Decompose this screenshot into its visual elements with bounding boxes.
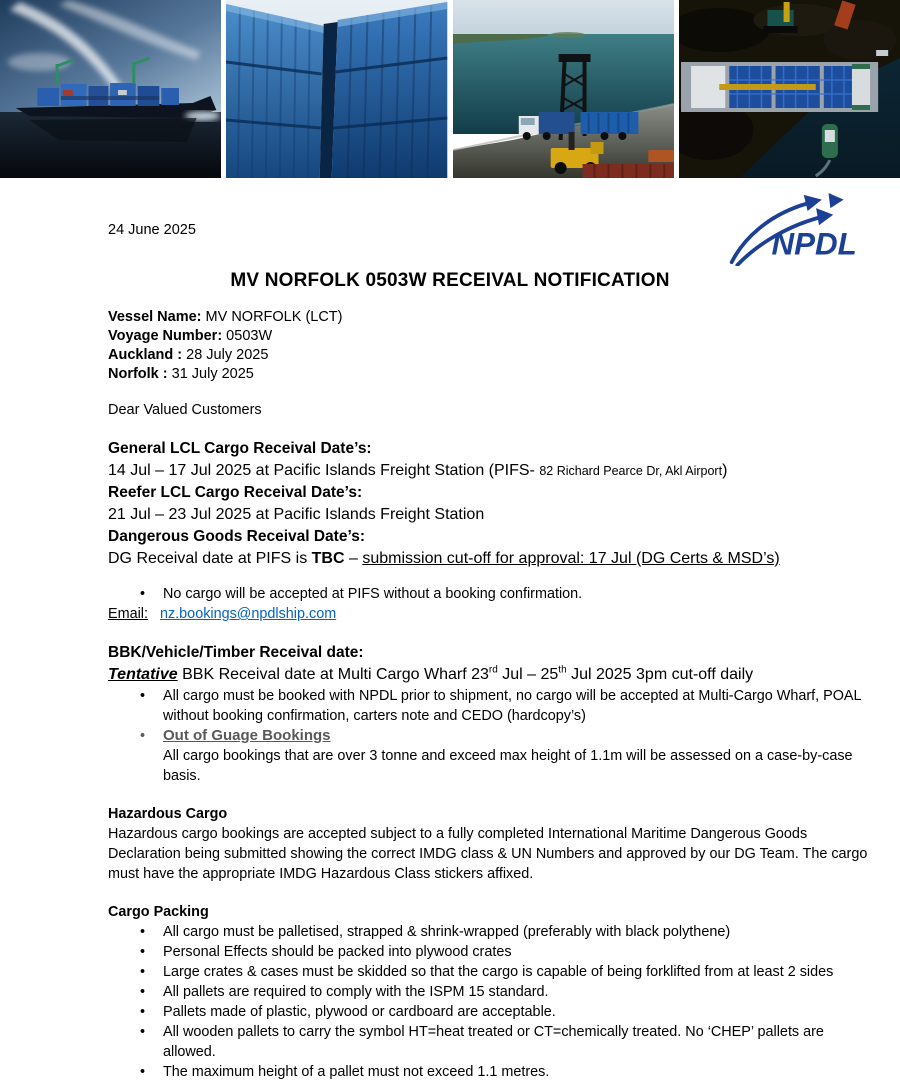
packing-bullet-text: Pallets made of plastic, plywood or cardboard are acceptable. — [163, 1004, 556, 1020]
aerial-ship-loading-photo — [679, 0, 900, 178]
packing-bullet — [108, 982, 870, 1002]
packing-bullet-text: The maximum height of a pallet must not exceed 1.1 metres. — [163, 1064, 550, 1080]
stacked-containers-photo — [226, 0, 447, 178]
bullet-icon: • — [140, 586, 146, 602]
bullet-icon: • — [140, 728, 146, 744]
out-of-gauge-body: All cargo bookings that are over 3 tonne and exceed max height of 1.1m will be assessed on a case-by-case basis. — [163, 748, 853, 784]
bbk-booking-note-text: All cargo must be booked with NPDL prior to shipment, no cargo will be accepted at Multi-Cargo Wharf, POAL without booking confirmation, carters note and CEDO (hardcopy’s) — [163, 688, 861, 724]
dg-prefix: DG Receival date at PIFS is — [108, 550, 312, 567]
packing-bullet — [108, 1022, 870, 1062]
general-lcl-close-paren: ) — [722, 462, 728, 479]
bbk-line-part2: Jul – 25 — [497, 666, 559, 683]
email-label: Email: — [108, 606, 148, 622]
bbk-section — [108, 642, 870, 786]
bullet-icon: • — [140, 944, 146, 960]
vessel-name-value: MV NORFOLK (LCT) — [201, 309, 343, 325]
norfolk-value: 31 July 2025 — [167, 366, 254, 382]
packing-bullet — [108, 942, 870, 962]
pifs-address: 82 Richard Pearce Dr, Akl Airport — [539, 464, 723, 478]
packing-bullet — [108, 1062, 870, 1082]
packing-bullet — [108, 962, 870, 982]
packing-bullet-text: Large crates & cases must be skidded so that the cargo is capable of being forklifted from at least 2 sides — [163, 964, 834, 980]
npdl-logo-text: NPDL — [771, 226, 857, 262]
bullet-icon: • — [140, 924, 146, 940]
packing-section — [108, 902, 870, 1082]
npdl-logo — [724, 192, 876, 266]
packing-bullet-text: Personal Effects should be packed into plywood crates — [163, 944, 512, 960]
port-container-handler-photo — [453, 0, 674, 178]
salutation: Dear Valued Customers — [108, 402, 262, 418]
bbk-heading: BBK/Vehicle/Timber Receival date: — [108, 644, 364, 661]
packing-heading: Cargo Packing — [108, 904, 209, 920]
packing-bullet-text: All pallets are required to comply with the ISPM 15 standard. — [163, 984, 549, 1000]
auckland-value: 28 July 2025 — [182, 347, 269, 363]
reefer-lcl-dates: 21 Jul – 23 Jul 2025 at Pacific Islands Freight Station — [108, 506, 485, 523]
container-ship-photo — [0, 0, 221, 178]
bullet-icon: • — [140, 1064, 146, 1080]
dangerous-goods-heading: Dangerous Goods Receival Date’s: — [108, 528, 365, 545]
dg-cutoff-note: submission cut-off for approval: 17 Jul (DG Certs & MSD’s) — [362, 550, 780, 567]
ship — [681, 62, 878, 112]
dg-tbc: TBC — [311, 550, 345, 567]
voyage-number-label: Voyage Number: — [108, 328, 223, 344]
header-row — [0, 178, 900, 268]
norfolk-label: Norfolk : — [108, 366, 168, 382]
hazardous-section — [108, 804, 870, 884]
lcl-section — [108, 438, 870, 624]
bullet-icon: • — [140, 688, 146, 704]
bbk-line-part1: BBK Receival date at Multi Cargo Wharf 23 — [177, 666, 489, 683]
npdl-logo-icon — [724, 192, 876, 266]
email-line — [108, 604, 870, 624]
out-of-gauge-bullet — [108, 726, 870, 786]
hazardous-paragraph: Hazardous cargo bookings are accepted subject to a fully completed International Maritime Dangerous Goods Declaration being submitted showing the correct IMDG class & UN Numbers and approved by our DG Team. The cargo must have the appropriate IMDG Hazardous Class stickers affixed. — [108, 826, 868, 882]
booking-email-link[interactable]: nz.bookings@npdlship.com — [159, 606, 337, 622]
document-body — [0, 308, 900, 1082]
tentative-word: Tentative — [108, 666, 178, 683]
general-lcl-dates — [108, 460, 870, 482]
bbk-booking-note — [108, 686, 870, 726]
general-lcl-heading: General LCL Cargo Receival Date’s: — [108, 440, 372, 457]
bullet-icon: • — [140, 964, 146, 980]
bullet-icon: • — [140, 1024, 146, 1040]
vessel-name-row — [108, 308, 870, 327]
dangerous-goods-dates — [108, 548, 870, 570]
out-of-gauge-title: Out of Guage Bookings — [163, 727, 331, 744]
packing-bullet — [108, 922, 870, 942]
pifs-booking-note-text: No cargo will be accepted at PIFS without a booking confirmation. — [163, 586, 583, 602]
photo-banner — [0, 0, 900, 178]
auckland-date-row — [108, 346, 870, 365]
voyage-number-value: 0503W — [222, 328, 273, 344]
packing-bullet-text: All cargo must be palletised, strapped & shrink-wrapped (preferably with black polythene) — [163, 924, 731, 940]
auckland-label: Auckland : — [108, 347, 183, 363]
bullet-icon: • — [140, 984, 146, 1000]
norfolk-date-row — [108, 365, 870, 384]
ordinal-th: th — [558, 664, 567, 676]
general-lcl-dates-main: 14 Jul – 17 Jul 2025 at Pacific Islands Freight Station (PIFS- — [108, 462, 540, 479]
reefer-lcl-heading: Reefer LCL Cargo Receival Date’s: — [108, 484, 363, 501]
bullet-icon: • — [140, 1004, 146, 1020]
hazardous-heading: Hazardous Cargo — [108, 806, 228, 822]
ordinal-rd: rd — [488, 664, 498, 676]
bbk-tentative-line — [108, 664, 870, 686]
pifs-booking-note — [108, 584, 870, 604]
voyage-number-row — [108, 327, 870, 346]
packing-bullet-text: All wooden pallets to carry the symbol HT=heat treated or CT=chemically treated. No ‘CHEP’ pallets are allowed. — [163, 1024, 824, 1060]
document-date: 24 June 2025 — [108, 222, 196, 238]
bbk-line-part3: Jul 2025 3pm cut-off daily — [566, 666, 754, 683]
page-title: MV NORFOLK 0503W RECEIVAL NOTIFICATION — [230, 270, 670, 291]
vessel-name-label: Vessel Name: — [108, 309, 202, 325]
vessel-info-block — [108, 308, 870, 384]
dg-dash: – — [344, 550, 363, 567]
packing-bullet — [108, 1002, 870, 1022]
